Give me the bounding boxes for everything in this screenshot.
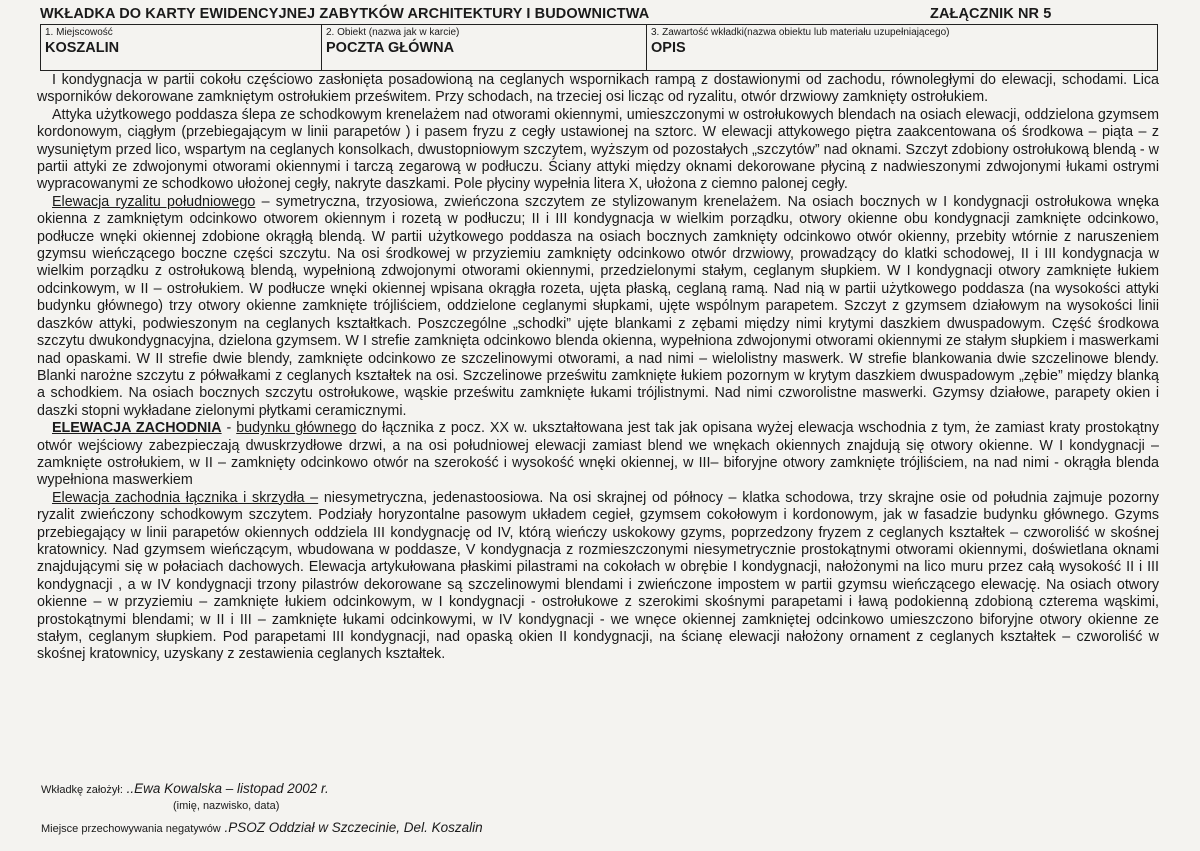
paragraph-attic: Attyka użytkowego poddasza ślepa ze schodkowym krenelażem nad otworami okiennymi, umieszczonymi w ostrołukowych blendach na osiach elewacji, oddzielona gzymsem kordonowym, ciągłym (przebiegającym w linii parapetów ) i pasem fryzu z cegły ustawionej na sztorc. W elewacji attykowego piętra zaakcentowana oś środkowa – piąta – z wysuniętym przed lico, wspartym na ceglanych konsolkach, dwustopniowym szczytem, wyższym od pozostałych „szczytów” nad oknami. Szczyt zdobiony ostrołukową blendą - w partii attyki ze zdwojonymi otworami okiennymi i tarczą zegarową w podłuczu. Ściany attyki między oknami dekorowane płyciną z nadwieszonymi zdwojonymi łukami ostrymi wypracowanymi ze schodkowo ułożonej cegły, nakryte daszkami. Pole płyciny wypełnia litera X, ułożona z ciemno palonej cegły.: [37, 106, 1159, 193]
text-west-elevation: do łącznika z pocz. XX w. ukształtowana jest tak jak opisana wyżej elewacja wschodnia z tym, że zamiast kraty prostokątny otwór wejściowy zabezpieczają dwuskrzydłowe drzwi, a na osi południowej elewacji zamiast blend we wnękach okiennych znajdują się otwory okienne. W I kondygnacji – zamknięte ostrołukiem, w II – zamknięty odcinkowo otwór na szerokość i wysokość wnęki okiennej, w III– biforyjne otwory zamknięte trójliściem, na nad nimi - okrągła blenda wypełniona maswerkiem: [37, 420, 1159, 489]
field-object-label: 2. Obiekt (nazwa jak w karcie): [326, 27, 460, 38]
description-body: [37, 72, 1159, 664]
field-object-value: POCZTA GŁÓWNA: [326, 40, 455, 56]
heading-south-risalit: Elewacja ryzalitu południowego: [52, 193, 256, 210]
author-label: Wkładkę założył:: [41, 784, 123, 796]
field-place-value: KOSZALIN: [45, 40, 120, 56]
field-content: [647, 25, 1157, 70]
field-content-value: OPIS: [651, 40, 686, 56]
text-west-connector: niesymetryczna, jedenastoosiowa. Na osi skrajnej od północy – klatka schodowa, trzy skrajne osie od południa zajmuje pozorny ryzalit zwieńczony schodkowym szczytem. Podziały horyzontalne pasowym układem cegieł, gzymsem cokołowym i kordonowym, jak w fasadzie budynku głównego. Gzyms przebiegający w linii parapetów okiennych oddziela III kondygnację od IV, którą wieńczy uskokowy gzyms, poprzedzony fryzem z ceglanych kształtek – czworoliść w skośnej kratownicy. Nad gzymsem wieńczącym, wbudowana w poddasze, V kondygnacja z rozmieszczonymi niesymetrycznie prostokątnymi otworami okiennymi, doświetlana oknami znajdującymi się w połaciach dachowych. Elewacja artykułowana płaskimi pilastrami na cokołach w obrębie I kondygnacji, nałożonymi na lico muru przez całą wysokość II i III kondygnacji , a w IV kondygnacji trzony pilastrów dekorowane są szczelinowymi blendami i zwieńczone impostem w partii gzymsu wieńczącego elewację. Na osiach otwory okienne – w przyziemiu – zamknięte łukiem odcinkowym, w I kondygnacji - ostrołukowe z szerokimi skośnymi parapetami i ławą podokienną zdobioną czterema wąskimi, prostokątnymi blendami; w II i III – zamknięte łukami odcinkowymi, w IV kondygnacji - we wnęce okiennej zamkniętej odcinkowo umieszczono biforyjne otwory okienne ze stałym, ceglanym słupkiem. Pod parapetami III kondygnacji, nad opaską okien II kondygnacji, na ścianę elewacji nałożony ornament z ceglanych kształtek – czworoliść w skośnej kratownicy, uzyskany z zestawienia ceglanych kształtek.: [37, 489, 1159, 663]
negatives-value: .PSOZ Oddział w Szczecinie, Del. Koszalin: [220, 820, 483, 835]
subheading-main-building: budynku głównego: [236, 420, 357, 437]
footer-negatives-location: [41, 820, 483, 835]
field-place-label: 1. Miejscowość: [45, 27, 113, 38]
paragraph-west-elevation: [37, 420, 1159, 490]
heading-west-elevation: ELEWACJA ZACHODNIA: [52, 420, 222, 437]
text-south-risalit: – symetryczna, trzyosiowa, zwieńczona szczytem ze stylizowanym krenelażem. Na osiach bocznych w I kondygnacji ostrołukowa wnęka okienna z zamkniętym odcinkowo otworem okiennym i rozetą w podłuczu; II i III kondygnacja w wielkim porządku, otwory okienne obu kondygnacji zamknięte odcinkowo, podłucze wnęki okiennej zdobione okrągłą blendą. W partii użytkowego poddasza na osiach bocznych zamknięty odcinkowo otwór okienny, przebity wtórnie z naruszeniem gzymsu wieńczącego boczne części szczytu. Na osi środkowej w przyziemiu zamknięty odcinkowo otwór drzwiowy, prowadzący do klatki schodowej, II i III kondygnacja w wielkim porządku z ostrołukową blendą, wypełnioną zdwojonymi otworami okiennymi, przedzielonymi stałym, ceglanym słupkiem. W I kondygnacji otwory zamknięte łukiem odcinkowym, w II – ostrołukiem. W podłucze wnęki okiennej wpisana okrągła rozeta, ujęta płaską, ceglaną ramą. Nad nią w partii użytkowego poddasza (na wysokości attyki budynku głównego) trzy otwory okienne zamknięte trójliściem, oddzielone ceglanymi słupkami, ujęte wspólnym parapetem. Szczyt z gzymsem działowym na wysokości linii daszków attyki, podwieszonym na ceglanych kształtkach. Poszczególne „schodki” ujęte blankami z zębami między nimi krytymi daszkiem dwuspadowym. Część środkowa szczytu dwukondygnacyjna, dzielona gzymsem. W I strefie zamknięta odcinkowo blenda okienna, wypełniona zdwojonymi otworami okiennymi ze stałym słupkiem i maswerkami nad opaskami. W II strefie dwie blendy, zamknięte odcinkowo ze szczelinowymi otworami, a nad nimi – wielolistny maswerk. W strefie blankowania dwie szczelinowe blendy. Blanki narożne szczytu z półwałkami z ceglanych kształtek na osi. Szczelinowe prześwitu zamknięte łukiem pozornym w krytym daszkiem dwuspadowym „zębie” między blanką a schodkiem. Na osiach bocznych szczytu ostrołukowe, wąskie prześwitu zamknięte łukami trójlistnymi. Nad nimi czworolistne maswerki. Gzymsy działowe, parapety okien i daszki stopni wykładane zielonymi płytkami ceramicznymi.: [37, 193, 1159, 419]
negatives-label: Miejsce przechowywania negatywów: [41, 823, 221, 835]
paragraph-west-connector: [37, 490, 1159, 664]
footer-author: [41, 781, 329, 796]
annex-number: ZAŁĄCZNIK NR 5: [930, 6, 1052, 22]
heading-west-separator: -: [221, 420, 237, 437]
author-value: ..Ewa Kowalska – listopad 2002 r.: [122, 781, 329, 796]
field-object: [322, 25, 647, 70]
paragraph-ground-floor: I kondygnacja w partii cokołu częściowo zasłonięta posadowioną na ceglanych wspornikach rampą z dostawionymi od zachodu, równoległymi do elewacji, schodami. Lica wsporników dekorowane zamkniętym ostrołukiem prześwitem. Przy schodach, na trzeciej osi licząc od ryzalitu, otwór drzwiowy zamknięty ostrołukiem.: [37, 72, 1159, 106]
field-content-label: 3. Zawartość wkładki(nazwa obiektu lub materiału uzupełniającego): [651, 27, 950, 38]
footer-author-caption: [173, 800, 279, 812]
paragraph-south-risalit: [37, 194, 1159, 420]
form-header: [40, 6, 1150, 22]
header-fields-table: [40, 24, 1158, 71]
field-place: [41, 25, 322, 70]
author-caption: (imię, nazwisko, data): [173, 800, 280, 812]
heading-west-connector: Elewacja zachodnia łącznika i skrzydła –: [52, 489, 319, 506]
form-title: WKŁADKA DO KARTY EWIDENCYJNEJ ZABYTKÓW ARCHITEKTURY I BUDOWNICTWA: [40, 6, 650, 22]
